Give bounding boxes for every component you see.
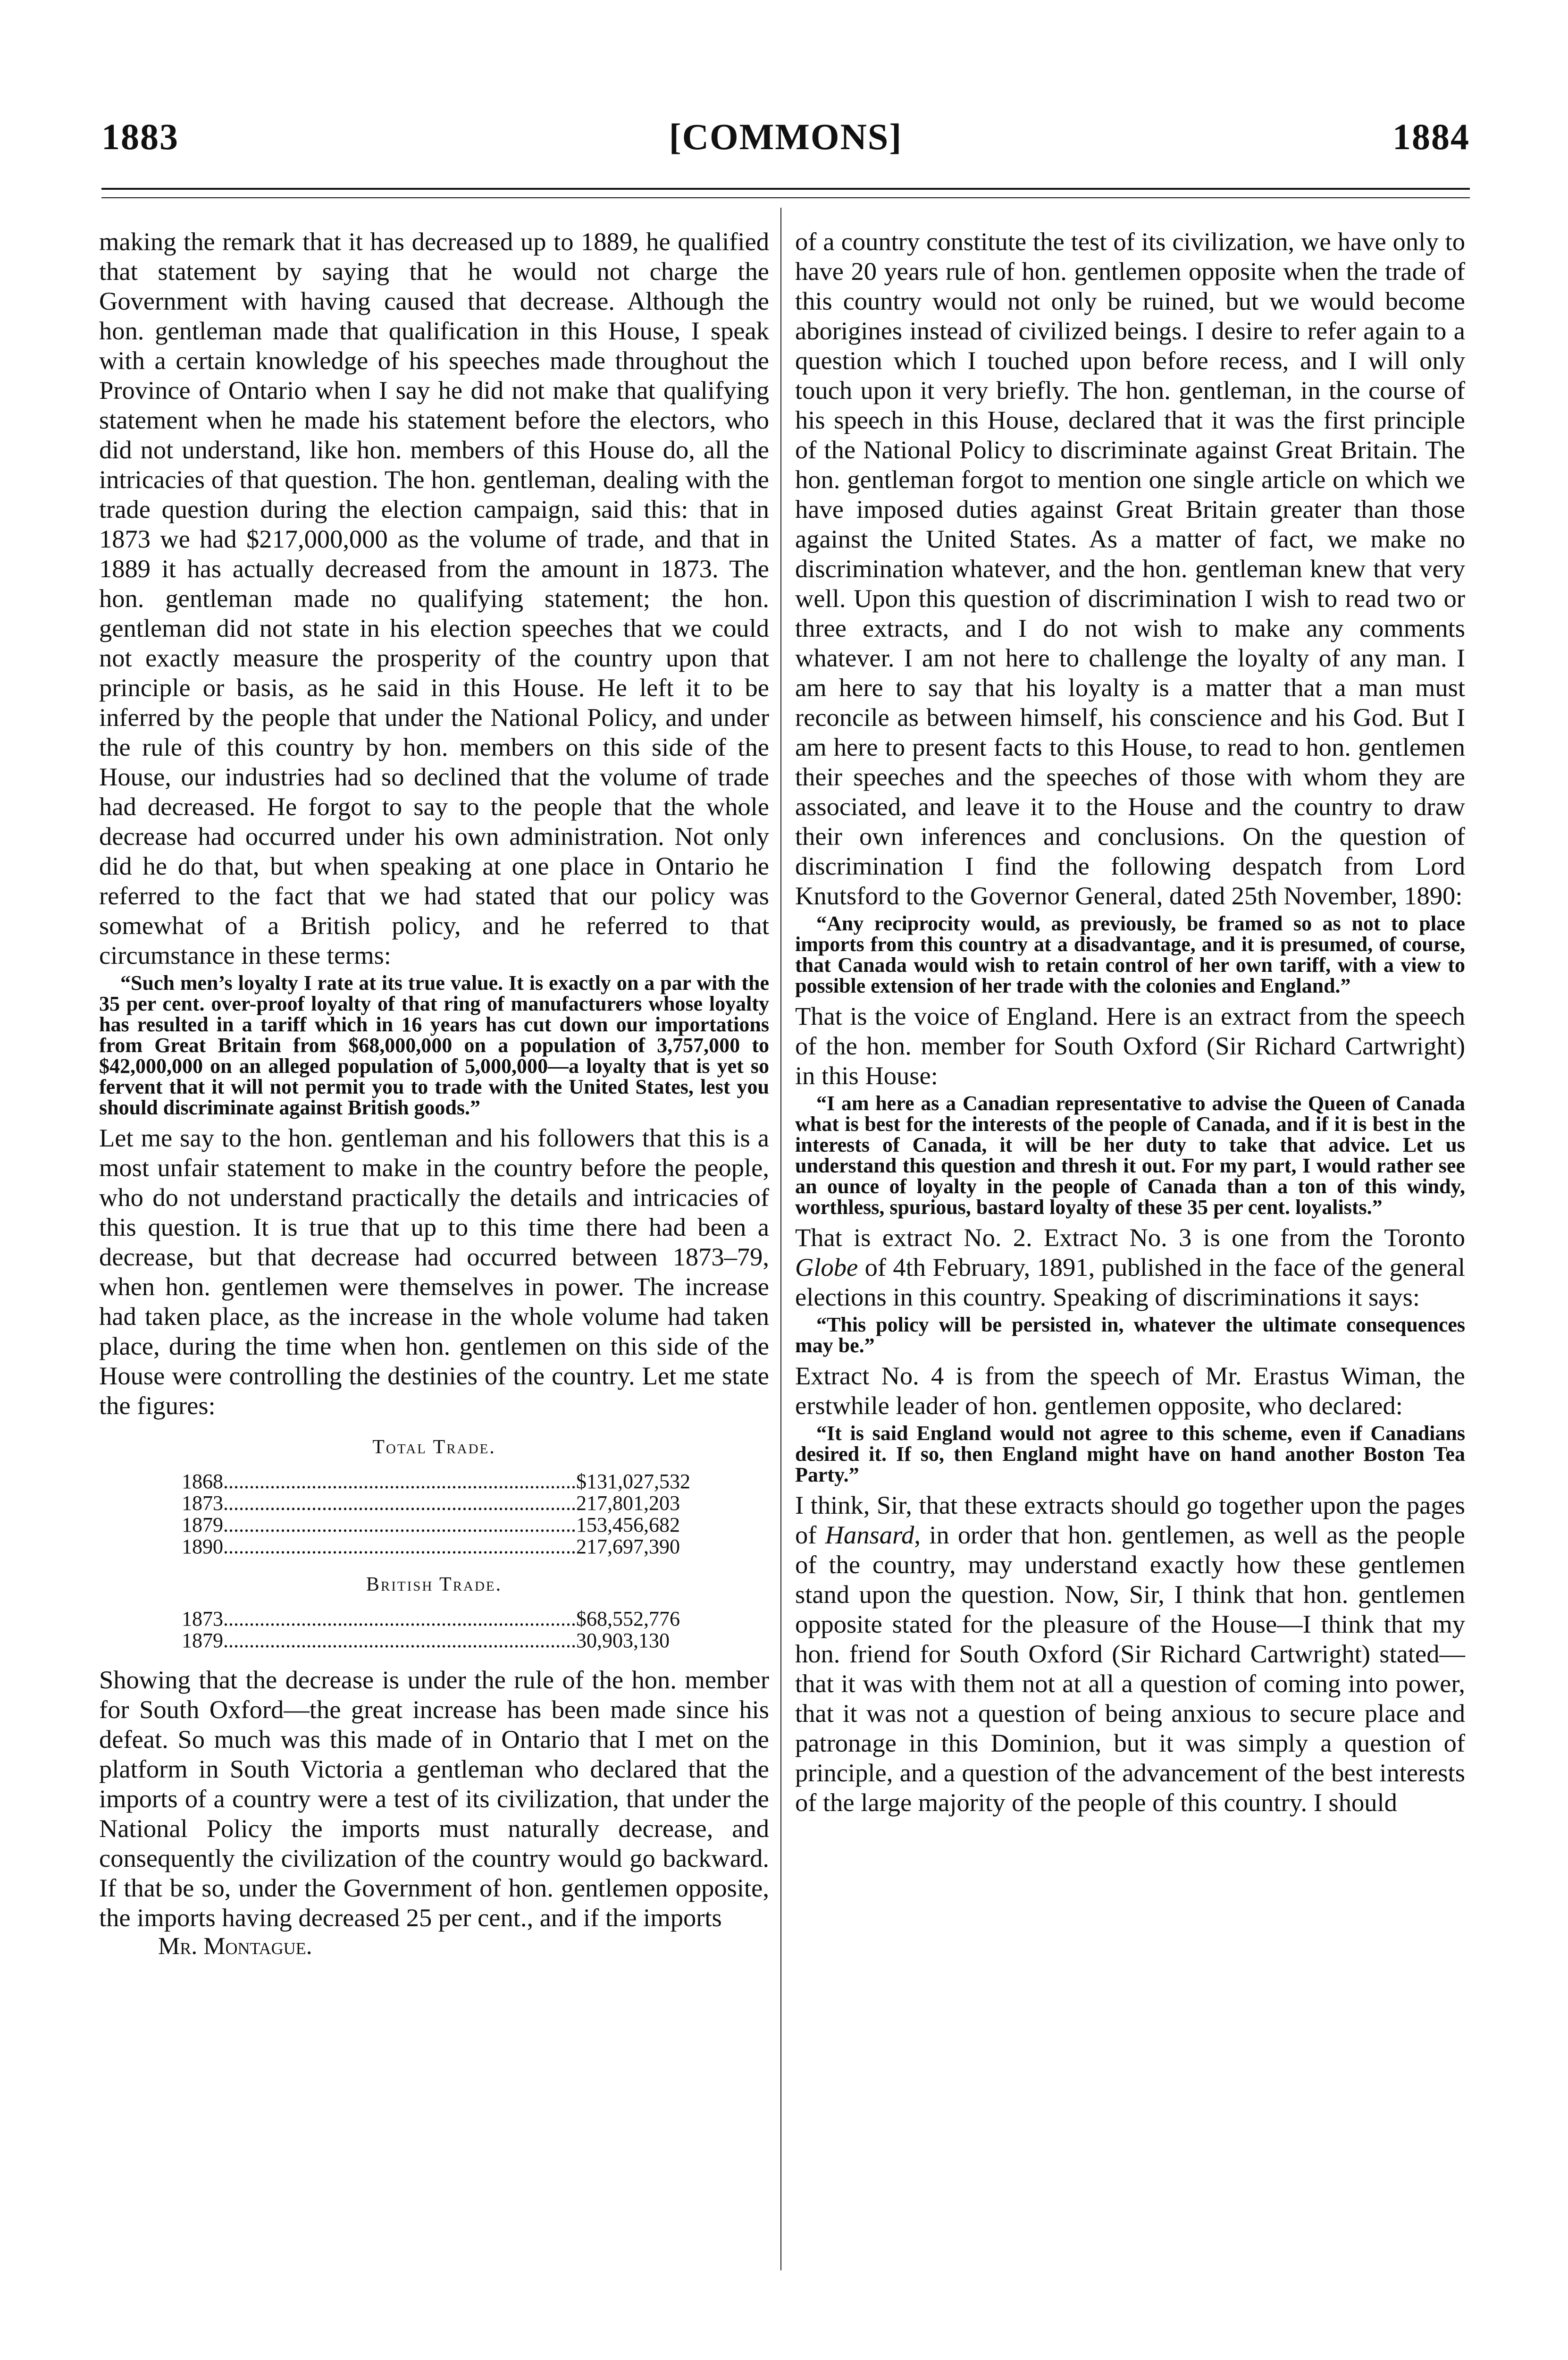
right-quote-2: “I am here as a Canadian representative to advise the Queen of Canada what is best for the interests of the people of Canada, and if it is best in the interests of Canada, it will be her duty to take that advice. Let us understand this question and thresh it out. For my part, I would rather see an ounce of loyalty in the people of Canada than a ton of this windy, worthless, spurious, bastard loyalty of these 35 per cent. loyalists.”	[795, 1092, 1465, 1219]
left-paragraph-3: Showing that the decrease is under the rule of the hon. member for South Oxford—the great increase has been made since his defeat. So much was this made of in Ontario that I met on the platform in South Victoria a gentleman who declared that the imports of a country were a test of its civilization, that under the National Policy the imports must naturally decrease, and consequently the civilization of the country would go backward. If that be so, under the Government of hon. gentlemen opposite, the imports having decreased 25 per cent., and if the imports	[99, 1665, 769, 1932]
table-value: $131,027,532	[576, 1470, 690, 1493]
table-row	[182, 1492, 680, 1515]
right-page-number: 1884	[1392, 116, 1470, 157]
text-span: of 4th February, 1891, published in the face of the general elections in this country. Speaking of discriminations it says:	[795, 1253, 1465, 1311]
right-paragraph-3	[795, 1222, 1465, 1312]
table-row	[182, 1607, 680, 1630]
left-column	[99, 227, 769, 1961]
table-row	[182, 1470, 690, 1493]
leader-dots: ....................................................................	[223, 1492, 576, 1515]
left-quote-1: “Such men’s loyalty I rate at its true value. It is exactly on a par with the 35 per cent. over-proof loyalty of that ring of manufacturers whose loyalty has resulted in a tariff which in 16 years has cut down our importations from Great Britain from $68,000,000 on a population of 3,757,000 to $42,000,000 on an alleged population of 5,000,000—a loyalty that is yet so fervent that it will not permit you to trade with the United States, lest you should discriminate against British goods.”	[99, 971, 769, 1119]
table-value: 217,697,390	[576, 1535, 680, 1558]
right-paragraph-5	[795, 1490, 1465, 1817]
page-header	[101, 116, 1470, 172]
right-column	[795, 227, 1465, 1817]
text-span: , in order that hon. gentlemen, as well as the people of the country, may understand exactly how these gentlemen stand upon the question. Now, Sir, I think that hon. gentlemen opposite stated for the pleasure of the House—I think that my hon. friend for South Oxford (Sir Richard Cartwright) stated—that it was with them not at all a question of coming into power, that it was not a question of being anxious to secure place and patronage in this Dominion, but it was simply a question of principle, and a question of the advancement of the best interests of the large majority of the people of this country. I should	[795, 1520, 1465, 1817]
table-value: 217,801,203	[576, 1492, 680, 1515]
right-paragraph-1: of a country constitute the test of its civilization, we have only to have 20 years rule of hon. gentlemen opposite when the trade of this country would not only be ruined, but we would become aborigines instead of civilized beings. I desire to refer again to a question which I touched upon before recess, and I will only touch upon it very briefly. The hon. gentleman, in the course of his speech in this House, declared that it was the first principle of the National Policy to discriminate against Great Britain. The hon. gentleman forgot to mention one single article on which we have imposed duties against Great Britain greater than those against the United States. As a matter of fact, we make no discrimination whatever, and the hon. gentleman knew that very well. Upon this question of discrimination I wish to read two or three extracts, and I do not wish to make any comments whatever. I am not here to challenge the loyalty of any man. I am here to say that his loyalty is a matter that a man must reconcile as between himself, his conscience and his God. But I am here to present facts to this House, to read to hon. gentlemen their speeches and the speeches of those with whom they are associated, and leave it to the House and the country to draw their own inferences and conclusions. On the question of discrimination I find the following despatch from Lord Knutsford to the Governor General, dated 25th November, 1890:	[795, 227, 1465, 910]
right-quote-3: “This policy will be persisted in, whatever the ultimate consequences may be.”	[795, 1313, 1465, 1357]
column-divider	[780, 208, 781, 2270]
publication-title: Hansard	[825, 1520, 914, 1549]
table-year: 1890	[182, 1535, 223, 1558]
speaker-footer: Mr. Montague.	[158, 1933, 312, 1960]
table-year: 1868	[182, 1470, 223, 1493]
left-paragraph-1: making the remark that it has decreased up to 1889, he qualified that statement by saying that he would not charge the Government with having caused that decrease. Although the hon. gentleman made that qualification in this House, I speak with a certain knowledge of his speeches made throughout the Province of Ontario when I say he did not make that qualifying statement when he made his statement before the electors, who did not understand, like hon. members of this House do, all the intricacies of that question. The hon. gentleman, dealing with the trade question during the election campaign, said this: that in 1873 we had $217,000,000 as the volume of trade, and that in 1889 it has actually decreased from the amount in 1873. The hon. gentleman made no qualifying statement; the hon. gentleman did not state in his election speeches that we could not exactly measure the prosperity of the country upon that principle or basis, as he said in this House. He left it to be inferred by the people that under the National Policy, and under the rule of this country by hon. members on this side of the House, our industries had so declined that the volume of trade had decreased. He forgot to say to the people that the whole decrease had occurred under his own administration. Not only did he do that, but when speaking at one place in Ontario he referred to the fact that we had stated that our policy was somewhat of a British policy, and he referred to that circumstance in these terms:	[99, 227, 769, 969]
running-head: [COMMONS]	[669, 116, 903, 157]
left-paragraph-2: Let me say to the hon. gentleman and his followers that this is a most unfair statement to make in the country before the people, who do not understand practically the details and intricacies of this question. It is true that up to this time there had been a decrease, but that decrease had occurred between 1873–79, when hon. gentlemen were themselves in power. The increase had taken place, as the increase in the whole volume had taken place, during the time when hon. gentlemen on this side of the House were controlling the destinies of the country. Let me state the figures:	[99, 1123, 769, 1420]
right-quote-4: “It is said England would not agree to this scheme, even if Canadians desired it. If so, then England might have on hand another Boston Tea Party.”	[795, 1422, 1465, 1486]
total-trade-table	[99, 1471, 769, 1558]
text-span: That is extract No. 2. Extract No. 3 is one from the Toronto	[795, 1223, 1465, 1252]
table-value: 30,903,130	[576, 1629, 670, 1652]
british-trade-table	[99, 1608, 769, 1652]
text-span: I think, Sir, that these extracts should go together upon the pages of	[795, 1491, 1465, 1549]
right-paragraph-2: That is the voice of England. Here is an extract from the speech of the hon. member for South Oxford (Sir Richard Cartwright) in this House:	[795, 1002, 1465, 1090]
table-value: 153,456,682	[576, 1513, 680, 1536]
leader-dots: ....................................................................	[223, 1629, 576, 1652]
header-rule-thick	[101, 188, 1470, 190]
british-trade-title: British Trade.	[366, 1574, 503, 1595]
table-row	[182, 1629, 670, 1652]
table-year: 1879	[182, 1629, 223, 1652]
total-trade-title: Total Trade.	[372, 1436, 496, 1458]
leader-dots: ....................................................................	[223, 1535, 576, 1558]
leader-dots: ....................................................................	[223, 1470, 576, 1493]
right-paragraph-4: Extract No. 4 is from the speech of Mr. Erastus Wiman, the erstwhile leader of hon. gentlemen opposite, who declared:	[795, 1361, 1465, 1420]
right-quote-1: “Any reciprocity would, as previously, be framed so as not to place imports from this country at a disadvantage, and it is presumed, of course, that Canada would wish to retain control of her own tariff, with a view to possible extension of her trade with the colonies and England.”	[795, 912, 1465, 997]
newspaper-title: Globe	[795, 1253, 858, 1281]
table-row	[182, 1513, 680, 1536]
leader-dots: ....................................................................	[223, 1607, 576, 1630]
table-year: 1873	[182, 1607, 223, 1630]
leader-dots: ....................................................................	[223, 1513, 576, 1536]
table-year: 1873	[182, 1492, 223, 1515]
table-value: $68,552,776	[576, 1607, 680, 1630]
header-rule-thin	[101, 197, 1470, 198]
table-row	[182, 1535, 680, 1558]
left-page-number: 1883	[101, 116, 179, 157]
table-year: 1879	[182, 1513, 223, 1536]
